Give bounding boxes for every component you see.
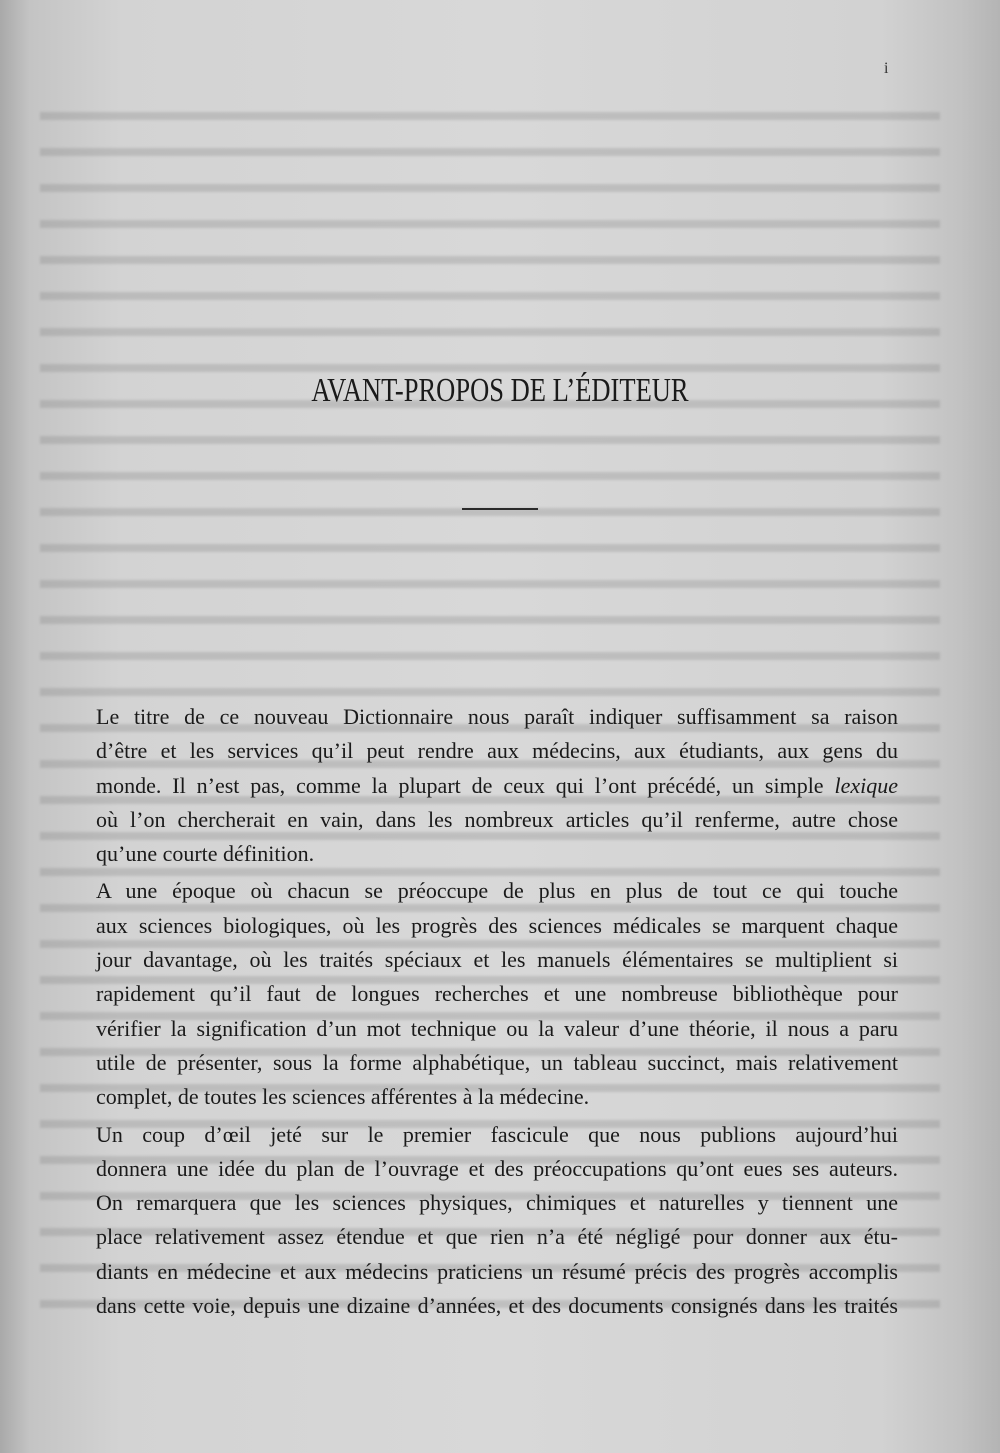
paragraph-3-line-3: On remarquera que les sciences physiques, chimiques et naturelles y tiennent une: [96, 1190, 898, 1216]
paragraph-2-line-2: aux sciences biologiques, où les progrès des sciences médicales se marquent chaque: [96, 912, 898, 938]
paragraph-3-line-6: dans cette voie, depuis une dizaine d’années, et des documents consignés dans les traités: [96, 1293, 898, 1319]
paragraph-1-line-5: qu’une courte définition.: [96, 841, 315, 867]
paragraph-1-line-2: d’être et les services qu’il peut rendre aux médecins, aux étudiants, aux gens du: [96, 738, 898, 764]
paragraph-1-line-3: [96, 769, 898, 803]
body-text: [96, 700, 898, 1323]
paragraph-2-line-6: utile de présenter, sous la forme alphabétique, un tableau succinct, mais relativement: [96, 1049, 898, 1075]
paragraph-1-line-3-text: monde. Il n’est pas, comme la plupart de ceux qui l’ont précédé, un simple: [96, 772, 824, 798]
paragraph-3-line-1: Un coup d’œil jeté sur le premier fascicule que nous publions aujourd’hui: [96, 1121, 898, 1147]
italic-term: lexique: [834, 772, 899, 798]
title-divider: [462, 508, 538, 510]
page-title: AVANT-PROPOS DE L’ÉDITEUR: [311, 372, 689, 409]
paragraph-1-line-1: Le titre de ce nouveau Dictionnaire nous paraît indiquer suffisamment sa raison: [96, 704, 898, 729]
paragraph-2-line-7: complet, de toutes les sciences afférentes à la médecine.: [96, 1084, 590, 1110]
paragraph-3-line-4: place relativement assez étendue et que rien n’a été négligé pour donner aux étu-: [96, 1224, 898, 1250]
paragraph-1-line-4: où l’on chercherait en vain, dans les nombreux articles qu’il renferme, autre chose: [96, 806, 898, 832]
page-number: i: [884, 60, 889, 77]
paragraph-2-line-5: vérifier la signification d’un mot technique ou la valeur d’une théorie, il nous a paru: [96, 1015, 898, 1041]
paragraph-2-line-1: A une époque où chacun se préoccupe de plus en plus de tout ce qui touche: [96, 878, 898, 904]
paragraph-2-line-4: rapidement qu’il faut de longues recherches et une nombreuse bibliothèque pour: [96, 981, 898, 1007]
paragraph-2-line-3: jour davantage, où les traités spéciaux et les manuels élémentaires se multiplient si: [96, 947, 898, 973]
paragraph-3-line-2: donnera une idée du plan de l’ouvrage et des préoccupations qu’ont eues ses auteurs.: [96, 1155, 898, 1181]
paragraph-3-line-5: diants en médecine et aux médecins praticiens un résumé précis des progrès accomplis: [96, 1258, 898, 1284]
